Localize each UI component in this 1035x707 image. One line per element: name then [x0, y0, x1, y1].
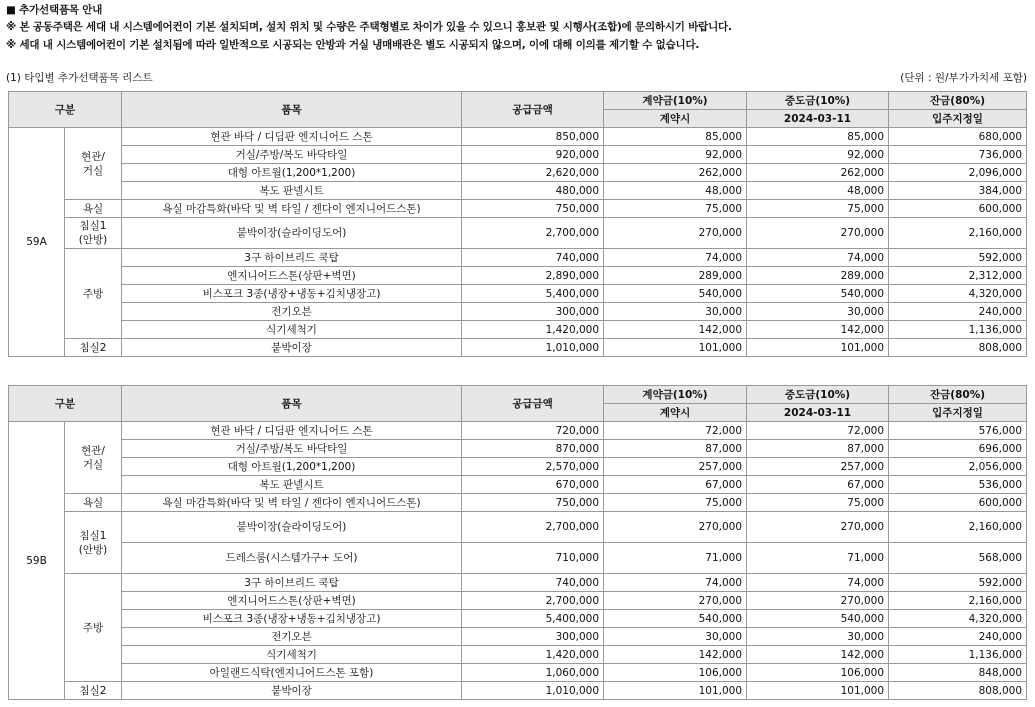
balance-amount: 600,000	[889, 494, 1027, 512]
deposit-amount: 30,000	[604, 628, 747, 646]
header-deposit-when: 계약시	[604, 404, 747, 422]
balance-amount: 808,000	[889, 339, 1027, 357]
item-name: 거실/주방/복도 바닥타일	[122, 440, 462, 458]
header-supply: 공급금액	[462, 386, 604, 422]
item-name: 복도 판넬시트	[122, 182, 462, 200]
header-balance-when: 입주지정일	[889, 404, 1027, 422]
table-row	[9, 440, 1027, 458]
balance-amount: 1,136,000	[889, 646, 1027, 664]
room-name: 침실1 (안방)	[65, 218, 122, 249]
table-row	[9, 303, 1027, 321]
header-deposit-when: 계약시	[604, 110, 747, 128]
deposit-amount: 142,000	[604, 646, 747, 664]
item-name: 붙박이장(슬라이딩도어)	[122, 218, 462, 249]
supply-amount: 920,000	[462, 146, 604, 164]
supply-amount: 2,620,000	[462, 164, 604, 182]
supply-amount: 2,700,000	[462, 592, 604, 610]
supply-amount: 300,000	[462, 303, 604, 321]
table-row	[9, 494, 1027, 512]
middle-amount: 540,000	[747, 285, 889, 303]
table-row	[9, 422, 1027, 440]
room-name: 욕실	[65, 494, 122, 512]
supply-amount: 1,010,000	[462, 339, 604, 357]
room-name: 침실2	[65, 339, 122, 357]
balance-amount: 576,000	[889, 422, 1027, 440]
room-name: 침실2	[65, 682, 122, 700]
middle-amount: 262,000	[747, 164, 889, 182]
table-row	[9, 476, 1027, 494]
item-name: 엔지니어드스톤(상판+벽면)	[122, 267, 462, 285]
item-name: 붙박이장(슬라이딩도어)	[122, 512, 462, 543]
table-row	[9, 543, 1027, 574]
balance-amount: 600,000	[889, 200, 1027, 218]
deposit-amount: 262,000	[604, 164, 747, 182]
item-name: 비스포크 3종(냉장+냉동+김치냉장고)	[122, 285, 462, 303]
balance-amount: 1,136,000	[889, 321, 1027, 339]
balance-amount: 2,160,000	[889, 218, 1027, 249]
deposit-amount: 142,000	[604, 321, 747, 339]
deposit-amount: 71,000	[604, 543, 747, 574]
table-row	[9, 574, 1027, 592]
balance-amount: 592,000	[889, 574, 1027, 592]
supply-amount: 720,000	[462, 422, 604, 440]
balance-amount: 4,320,000	[889, 610, 1027, 628]
balance-amount: 2,056,000	[889, 458, 1027, 476]
supply-amount: 750,000	[462, 200, 604, 218]
balance-amount: 2,096,000	[889, 164, 1027, 182]
middle-amount: 289,000	[747, 267, 889, 285]
table-row	[9, 285, 1027, 303]
supply-amount: 5,400,000	[462, 610, 604, 628]
middle-amount: 106,000	[747, 664, 889, 682]
supply-amount: 5,400,000	[462, 285, 604, 303]
list-title: (1) 타입별 추가선택품목 리스트	[6, 72, 153, 84]
table-row	[9, 610, 1027, 628]
supply-amount: 1,420,000	[462, 321, 604, 339]
middle-amount: 87,000	[747, 440, 889, 458]
table-row	[9, 182, 1027, 200]
item-name: 엔지니어드스톤(상판+벽면)	[122, 592, 462, 610]
middle-amount: 101,000	[747, 682, 889, 700]
header-balance: 잔금(80%)	[889, 92, 1027, 110]
room-name: 주방	[65, 574, 122, 682]
item-name: 현관 바닥 / 디딤판 엔지니어드 스톤	[122, 128, 462, 146]
deposit-amount: 101,000	[604, 682, 747, 700]
unit-type: 59B	[9, 422, 65, 700]
balance-amount: 568,000	[889, 543, 1027, 574]
table-row	[9, 512, 1027, 543]
middle-amount: 74,000	[747, 574, 889, 592]
price-table-59a	[8, 91, 1027, 357]
room-name: 침실1 (안방)	[65, 512, 122, 574]
deposit-amount: 289,000	[604, 267, 747, 285]
item-name: 욕실 마감특화(바닥 및 벽 타일 / 젠다이 엔지니어드스톤)	[122, 494, 462, 512]
middle-amount: 92,000	[747, 146, 889, 164]
deposit-amount: 270,000	[604, 512, 747, 543]
header-middle-when: 2024-03-11	[747, 110, 889, 128]
supply-amount: 2,890,000	[462, 267, 604, 285]
item-name: 식기세척기	[122, 646, 462, 664]
balance-amount: 2,160,000	[889, 592, 1027, 610]
balance-amount: 384,000	[889, 182, 1027, 200]
price-table-59b	[8, 385, 1027, 700]
item-name: 아일랜드식탁(엔지니어드스톤 포함)	[122, 664, 462, 682]
middle-amount: 270,000	[747, 512, 889, 543]
middle-amount: 74,000	[747, 249, 889, 267]
table-row	[9, 592, 1027, 610]
deposit-amount: 74,000	[604, 574, 747, 592]
header-gubun: 구분	[9, 92, 122, 128]
header-deposit: 계약금(10%)	[604, 92, 747, 110]
deposit-amount: 270,000	[604, 218, 747, 249]
balance-amount: 536,000	[889, 476, 1027, 494]
balance-amount: 680,000	[889, 128, 1027, 146]
middle-amount: 142,000	[747, 646, 889, 664]
deposit-amount: 92,000	[604, 146, 747, 164]
table-row	[9, 628, 1027, 646]
balance-amount: 2,312,000	[889, 267, 1027, 285]
header-middle-when: 2024-03-11	[747, 404, 889, 422]
deposit-amount: 257,000	[604, 458, 747, 476]
balance-amount: 848,000	[889, 664, 1027, 682]
deposit-amount: 72,000	[604, 422, 747, 440]
deposit-amount: 87,000	[604, 440, 747, 458]
balance-amount: 240,000	[889, 303, 1027, 321]
middle-amount: 71,000	[747, 543, 889, 574]
item-name: 현관 바닥 / 디딤판 엔지니어드 스톤	[122, 422, 462, 440]
item-name: 3구 하이브리드 쿡탑	[122, 574, 462, 592]
balance-amount: 2,160,000	[889, 512, 1027, 543]
supply-amount: 1,010,000	[462, 682, 604, 700]
supply-amount: 670,000	[462, 476, 604, 494]
deposit-amount: 75,000	[604, 200, 747, 218]
item-name: 3구 하이브리드 쿡탑	[122, 249, 462, 267]
header-middle: 중도금(10%)	[747, 92, 889, 110]
item-name: 드레스룸(시스템가구+ 도어)	[122, 543, 462, 574]
middle-amount: 75,000	[747, 200, 889, 218]
supply-amount: 750,000	[462, 494, 604, 512]
table-row	[9, 218, 1027, 249]
room-name: 욕실	[65, 200, 122, 218]
deposit-amount: 540,000	[604, 285, 747, 303]
middle-amount: 72,000	[747, 422, 889, 440]
balance-amount: 808,000	[889, 682, 1027, 700]
item-name: 붙박이장	[122, 682, 462, 700]
table-row	[9, 664, 1027, 682]
middle-amount: 48,000	[747, 182, 889, 200]
item-name: 식기세척기	[122, 321, 462, 339]
table-row	[9, 682, 1027, 700]
header-gubun: 구분	[9, 386, 122, 422]
unit-type: 59A	[9, 128, 65, 357]
balance-amount: 696,000	[889, 440, 1027, 458]
balance-amount: 4,320,000	[889, 285, 1027, 303]
room-name: 현관/ 거실	[65, 128, 122, 200]
balance-amount: 240,000	[889, 628, 1027, 646]
table-row	[9, 458, 1027, 476]
table-row	[9, 339, 1027, 357]
balance-amount: 736,000	[889, 146, 1027, 164]
deposit-amount: 75,000	[604, 494, 747, 512]
table-row	[9, 164, 1027, 182]
middle-amount: 75,000	[747, 494, 889, 512]
item-name: 거실/주방/복도 바닥타일	[122, 146, 462, 164]
room-name: 현관/ 거실	[65, 422, 122, 494]
middle-amount: 142,000	[747, 321, 889, 339]
supply-amount: 2,570,000	[462, 458, 604, 476]
table-row	[9, 200, 1027, 218]
deposit-amount: 270,000	[604, 592, 747, 610]
deposit-amount: 67,000	[604, 476, 747, 494]
room-name: 주방	[65, 249, 122, 339]
header-item: 품목	[122, 92, 462, 128]
table-row	[9, 249, 1027, 267]
header-item: 품목	[122, 386, 462, 422]
item-name: 붙박이장	[122, 339, 462, 357]
notice-line-1: ※ 본 공동주택은 세대 내 시스템에어컨이 기본 설치되며, 설치 위치 및 수량은 주택형별로 차이가 있을 수 있으니 홍보관 및 시행사(조합)에 문의하시기 바랍니다.	[6, 21, 732, 33]
table-row	[9, 267, 1027, 285]
middle-amount: 30,000	[747, 628, 889, 646]
table-row	[9, 646, 1027, 664]
supply-amount: 850,000	[462, 128, 604, 146]
item-name: 복도 판넬시트	[122, 476, 462, 494]
deposit-amount: 85,000	[604, 128, 747, 146]
middle-amount: 270,000	[747, 218, 889, 249]
middle-amount: 85,000	[747, 128, 889, 146]
unit-note: (단위 : 원/부가가치세 포함)	[900, 72, 1027, 84]
table-row	[9, 321, 1027, 339]
header-deposit: 계약금(10%)	[604, 386, 747, 404]
deposit-amount: 540,000	[604, 610, 747, 628]
middle-amount: 101,000	[747, 339, 889, 357]
supply-amount: 740,000	[462, 574, 604, 592]
supply-amount: 300,000	[462, 628, 604, 646]
item-name: 대형 아트월(1,200*1,200)	[122, 458, 462, 476]
item-name: 비스포크 3종(냉장+냉동+김치냉장고)	[122, 610, 462, 628]
supply-amount: 740,000	[462, 249, 604, 267]
supply-amount: 1,060,000	[462, 664, 604, 682]
header-middle: 중도금(10%)	[747, 386, 889, 404]
item-name: 대형 아트월(1,200*1,200)	[122, 164, 462, 182]
supply-amount: 2,700,000	[462, 218, 604, 249]
item-name: 전기오븐	[122, 303, 462, 321]
item-name: 욕실 마감특화(바닥 및 벽 타일 / 젠다이 엔지니어드스톤)	[122, 200, 462, 218]
notice-line-2: ※ 세대 내 시스템에어컨이 기본 설치됨에 따라 일반적으로 시공되는 안방과 거실 냉매배관은 별도 시공되지 않으며, 이에 대해 이의를 제기할 수 없습니다.	[6, 39, 700, 51]
deposit-amount: 106,000	[604, 664, 747, 682]
table-row	[9, 128, 1027, 146]
supply-amount: 480,000	[462, 182, 604, 200]
header-balance-when: 입주지정일	[889, 110, 1027, 128]
supply-amount: 870,000	[462, 440, 604, 458]
deposit-amount: 48,000	[604, 182, 747, 200]
notice-title: ■ 추가선택품목 안내	[6, 4, 103, 16]
deposit-amount: 74,000	[604, 249, 747, 267]
supply-amount: 2,700,000	[462, 512, 604, 543]
table-row	[9, 146, 1027, 164]
supply-amount: 710,000	[462, 543, 604, 574]
supply-amount: 1,420,000	[462, 646, 604, 664]
middle-amount: 270,000	[747, 592, 889, 610]
middle-amount: 257,000	[747, 458, 889, 476]
balance-amount: 592,000	[889, 249, 1027, 267]
header-balance: 잔금(80%)	[889, 386, 1027, 404]
middle-amount: 67,000	[747, 476, 889, 494]
deposit-amount: 30,000	[604, 303, 747, 321]
middle-amount: 30,000	[747, 303, 889, 321]
header-supply: 공급금액	[462, 92, 604, 128]
deposit-amount: 101,000	[604, 339, 747, 357]
item-name: 전기오븐	[122, 628, 462, 646]
middle-amount: 540,000	[747, 610, 889, 628]
